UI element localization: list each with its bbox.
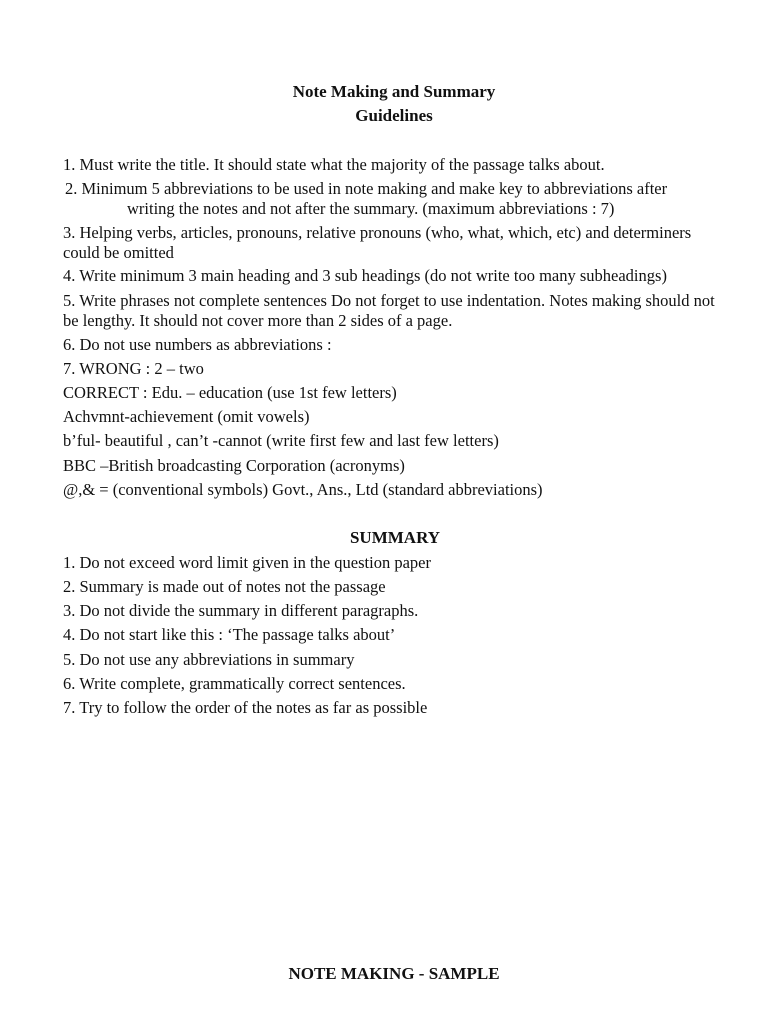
guideline-item: 5. Write phrases not complete sentences Do not forget to use indentation. Notes making should not be lengthy. It should not cover more than 2 sides of a page. [63,291,715,330]
summary-item: 3. Do not divide the summary in different paragraphs. [63,601,419,620]
document-subtitle: Guidelines [355,106,433,125]
guideline-item: 6. Do not use numbers as abbreviations : [63,335,332,354]
summary-item: 6. Write complete, grammatically correct sentences. [63,674,406,693]
guideline-item: Achvmnt-achievement (omit vowels) [63,407,310,426]
guideline-item: BBC –British broadcasting Corporation (acronyms) [63,456,405,475]
document-title: Note Making and Summary [292,82,496,101]
summary-item: 1. Do not exceed word limit given in the question paper [63,553,431,572]
summary-heading: SUMMARY [349,528,441,547]
summary-item: 7. Try to follow the order of the notes as far as possible [63,698,428,717]
footer-heading: NOTE MAKING - SAMPLE [288,964,500,983]
guideline-item: 1. Must write the title. It should state what the majority of the passage talks about. [63,155,605,174]
guideline-item: b’ful- beautiful , can’t -cannot (write first few and last few letters) [63,431,499,450]
guideline-item: 3. Helping verbs, articles, pronouns, relative pronouns (who, what, which, etc) and determiners could be omitted [63,223,692,262]
summary-item: 2. Summary is made out of notes not the passage [63,577,386,596]
guideline-item: 2. Minimum 5 abbreviations to be used in note making and make key to abbreviations after [65,179,668,198]
guideline-item: CORRECT : Edu. – education (use 1st few letters) [63,383,397,402]
guideline-item: 7. WRONG : 2 – two [63,359,204,378]
guideline-item: 4. Write minimum 3 main heading and 3 sub headings (do not write too many subheadings) [63,266,667,285]
summary-item: 5. Do not use any abbreviations in summary [63,650,355,669]
summary-item: 4. Do not start like this : ‘The passage talks about’ [63,625,396,644]
guideline-item-continuation: writing the notes and not after the summary. (maximum abbreviations : 7) [127,199,615,218]
guideline-item: @,& = (conventional symbols) Govt., Ans., Ltd (standard abbreviations) [63,480,543,499]
